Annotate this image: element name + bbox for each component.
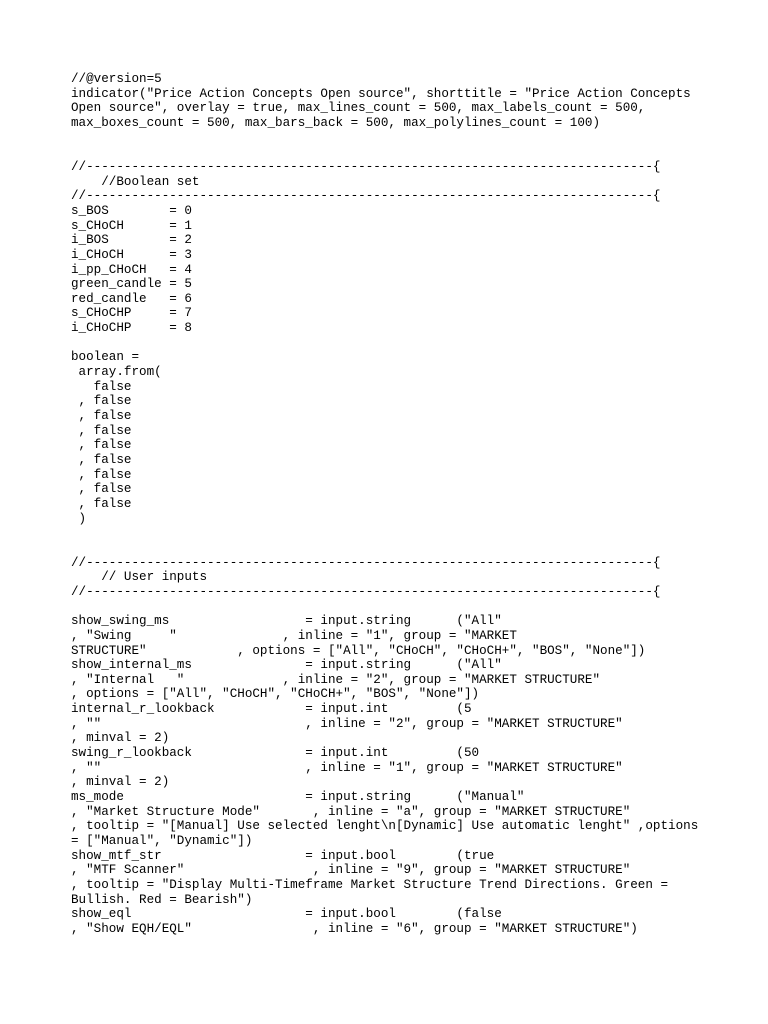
code-line: , false (71, 394, 132, 409)
code-line: , false (71, 467, 132, 482)
code-line: show_eql = input.bool (false (71, 907, 502, 922)
code-line (71, 131, 698, 146)
code-line: green_candle = 5 (71, 277, 192, 292)
code-line: , "Market Structure Mode" , inline = "a", group = "MARKET STRUCTURE" (71, 804, 631, 819)
code-line (71, 600, 698, 615)
code-line: ms_mode = input.string ("Manual" (71, 790, 525, 805)
code-line: , options = ["All", "CHoCH", "CHoCH+", "BOS", "None"]) (71, 687, 480, 702)
code-line: , "MTF Scanner" , inline = "9", group = "MARKET STRUCTURE" (71, 863, 631, 878)
code-line: false (71, 379, 132, 394)
code-line: ) (71, 511, 87, 526)
code-line: Bullish. Red = Bearish") (71, 892, 253, 907)
code-line: s_CHoCH = 1 (71, 218, 192, 233)
code-line: , "" , inline = "1", group = "MARKET STRUCTURE" (71, 760, 623, 775)
code-line: = ["Manual", "Dynamic"]) (71, 834, 253, 849)
code-line (71, 336, 698, 351)
code-line: //---------------------------------------------------------------------------{ (71, 189, 661, 204)
code-line: , false (71, 453, 132, 468)
code-line: indicator("Price Action Concepts Open source", shorttitle = "Price Action Concepts (71, 86, 691, 101)
code-line: show_internal_ms = input.string ("All" (71, 658, 502, 673)
code-line: array.from( (71, 365, 162, 380)
code-line: internal_r_lookback = input.int (5 (71, 702, 472, 717)
code-line: , false (71, 482, 132, 497)
code-line: , minval = 2) (71, 775, 170, 790)
code-line: , false (71, 496, 132, 511)
code-line: , "Swing " , inline = "1", group = "MARKET (71, 628, 517, 643)
code-line: //Boolean set (71, 174, 200, 189)
code-line: swing_r_lookback = input.int (50 (71, 746, 480, 761)
code-line: //---------------------------------------------------------------------------{ (71, 159, 661, 174)
code-line: red_candle = 6 (71, 291, 192, 306)
code-line: i_CHoCHP = 8 (71, 321, 192, 336)
code-line (71, 526, 698, 541)
code-listing (71, 72, 698, 937)
code-line: Open source", overlay = true, max_lines_count = 500, max_labels_count = 500, (71, 101, 646, 116)
code-line: , tooltip = "[Manual] Use selected lenght\n[Dynamic] Use automatic lenght" ,options (71, 819, 699, 834)
code-line: , "" , inline = "2", group = "MARKET STRUCTURE" (71, 716, 623, 731)
code-line: show_mtf_str = input.bool (true (71, 848, 495, 863)
code-line: //---------------------------------------------------------------------------{ (71, 584, 661, 599)
code-line: , false (71, 438, 132, 453)
code-line: boolean = (71, 350, 140, 365)
code-line: max_boxes_count = 500, max_bars_back = 500, max_polylines_count = 100) (71, 115, 601, 130)
code-line (71, 145, 698, 160)
code-line: i_pp_CHoCH = 4 (71, 262, 192, 277)
code-line: //@version=5 (71, 72, 162, 86)
code-line: //---------------------------------------------------------------------------{ (71, 555, 661, 570)
code-line: , "Internal " , inline = "2", group = "MARKET STRUCTURE" (71, 672, 601, 687)
code-line (71, 541, 698, 556)
code-line: s_BOS = 0 (71, 203, 192, 218)
code-line: , false (71, 409, 132, 424)
code-line: , false (71, 423, 132, 438)
code-line: , minval = 2) (71, 731, 170, 746)
code-line: // User inputs (71, 570, 208, 585)
code-line: i_BOS = 2 (71, 233, 192, 248)
code-line: , tooltip = "Display Multi-Timeframe Market Structure Trend Directions. Green = (71, 878, 669, 892)
code-line: STRUCTURE" , options = ["All", "CHoCH", "CHoCH+", "BOS", "None"]) (71, 643, 646, 658)
code-line: show_swing_ms = input.string ("All" (71, 614, 502, 629)
code-line: i_CHoCH = 3 (71, 247, 192, 262)
code-line: s_CHoCHP = 7 (71, 306, 192, 321)
code-line: , "Show EQH/EQL" , inline = "6", group = "MARKET STRUCTURE") (71, 921, 638, 936)
